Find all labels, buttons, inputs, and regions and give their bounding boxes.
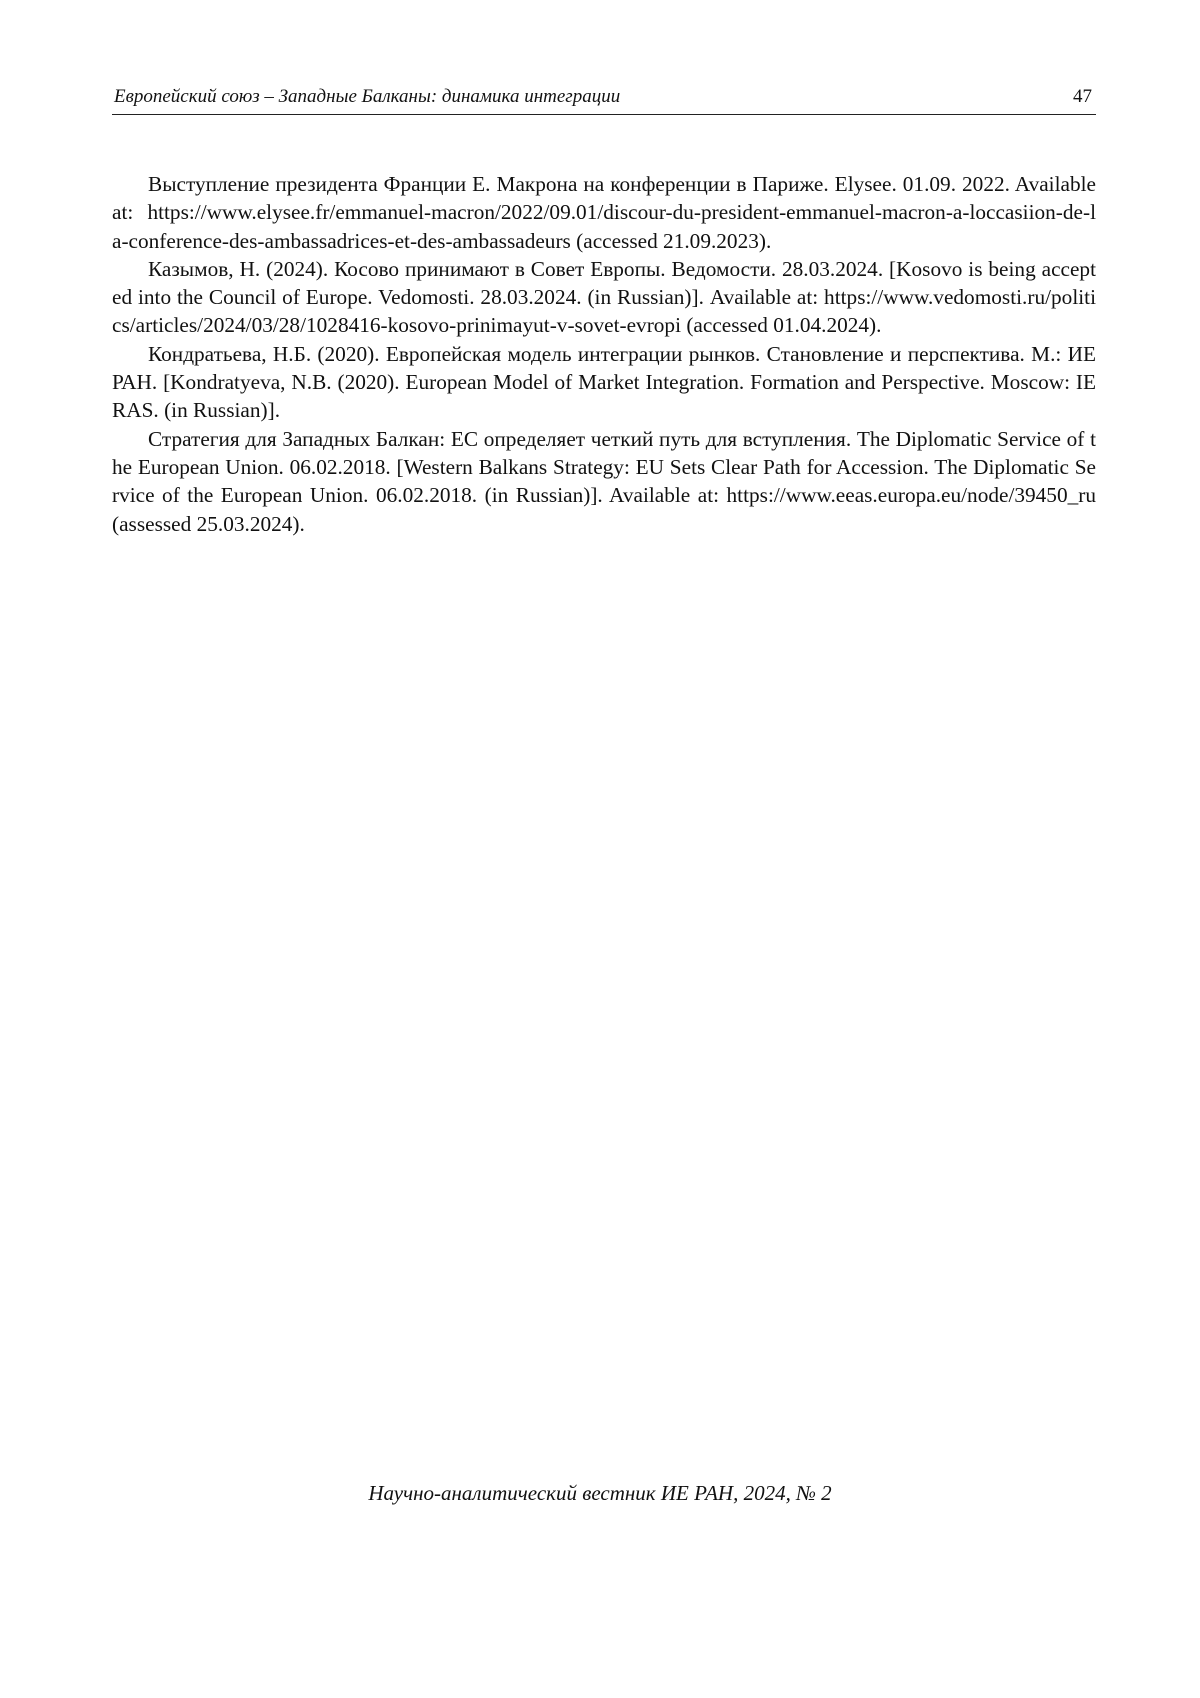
reference-list bbox=[112, 170, 1096, 538]
reference-entry: Кондратьева, Н.Б. (2020). Европейская модель интеграции рынков. Становление и перспектива. М.: ИЕ РАН. [Kondratyeva, N.B. (2020). European Model of Market Integration. Formation and Perspective. Moscow: IE RAS. (in Russian)]. bbox=[112, 341, 1096, 423]
reference-entry: Стратегия для Западных Балкан: ЕС определяет четкий путь для вступления. The Diplomatic Service of the European Union. 06.02.2018. [Western Balkans Strategy: EU Sets Clear Path for Accession. The Diplomatic Service of the European Union. 06.02.2018. (in Russian)]. Available at: https://www.eeas.europa.eu/node/39450_ru (assessed 25.03.2024). bbox=[112, 426, 1096, 536]
journal-footer: Научно-аналитический вестник ИЕ РАН, 2024, № 2 bbox=[368, 1481, 832, 1505]
reference-entry: Казымов, Н. (2024). Косово принимают в Совет Европы. Ведомости. 28.03.2024. [Kosovo is being accepted into the Council of Europe. Vedomosti. 28.03.2024. (in Russian)]. Available at: https://www.vedomosti.ru/politics/articles/2024/03/28/1028416-kosovo-prinimayut-v-sovet-evropi (accessed 01.04.2024). bbox=[112, 256, 1096, 338]
page-number: 47 bbox=[1073, 86, 1092, 107]
running-header bbox=[112, 82, 1096, 115]
running-title: Европейский союз – Западные Балканы: динамика интеграции bbox=[114, 86, 621, 107]
reference-entry: Выступление президента Франции Е. Макрона на конференции в Париже. Elysee. 01.09. 2022. Available at: https://www.elysee.fr/emmanuel-macron/2022/09.01/discour-du-president-emmanuel-macron-a-loccasiion-de-la-conference-des-ambassadrices-et-des-ambassadeurs (accessed 21.09.2023). bbox=[112, 172, 1096, 253]
